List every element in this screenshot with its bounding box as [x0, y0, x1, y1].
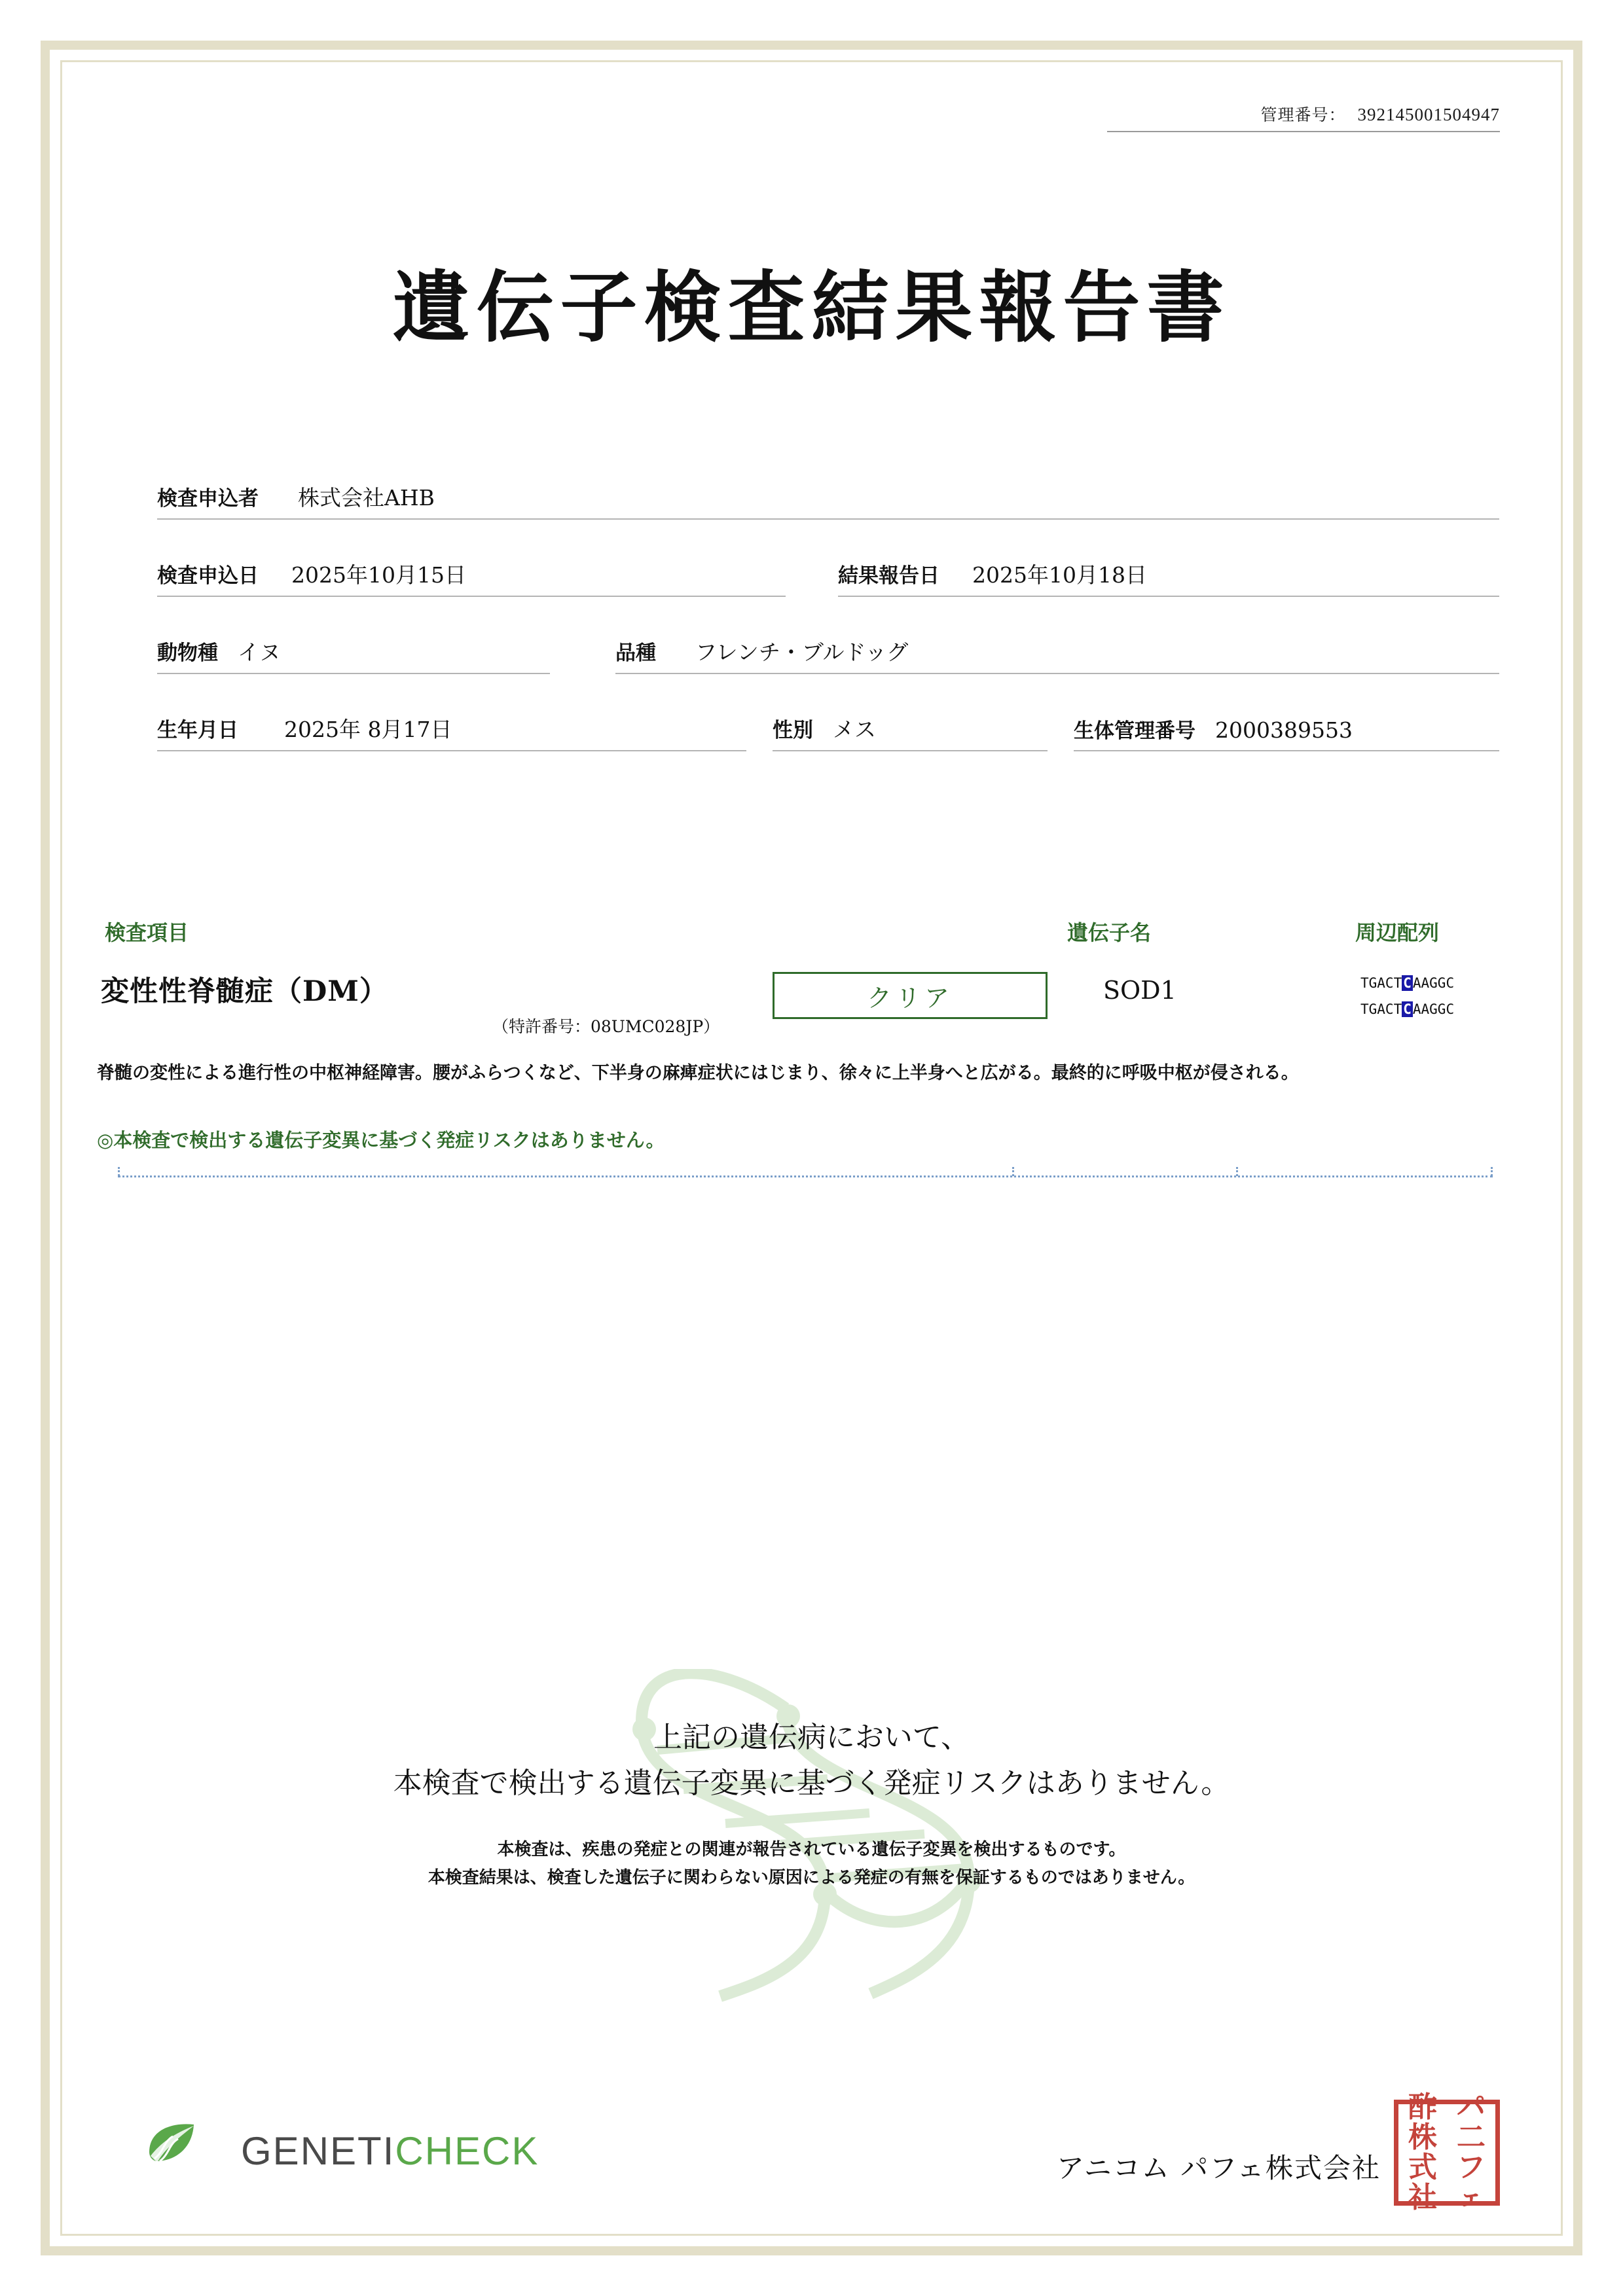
- sequence-prefix-2: TGACT: [1360, 1001, 1402, 1017]
- report-date-value: 2025年10月18日: [972, 562, 1147, 588]
- seal-char-8: ェ: [1457, 2181, 1486, 2215]
- info-row-applicant: [157, 458, 1499, 535]
- breed-value: フレンチ・ブルドッグ: [695, 639, 909, 665]
- breed-label: 品種: [615, 641, 656, 665]
- disease-name: 変性性脊髄症（DM）: [101, 975, 388, 1008]
- management-number-label: 管理番号：: [1260, 107, 1346, 124]
- sequence-prefix-1: TGACT: [1360, 975, 1402, 991]
- risk-note: ◎本検査で検出する遺伝子変異に基づく発症リスクはありません。: [97, 1129, 665, 1151]
- column-header-gene: 遺伝子名: [1067, 920, 1152, 945]
- flanking-sequence: [1360, 971, 1524, 1023]
- company-seal: [1394, 2090, 1500, 2215]
- status-badge: [773, 972, 1048, 1019]
- applicant-value: 株式会社AHB: [298, 485, 435, 511]
- field-report-date: [838, 558, 1499, 597]
- info-row-species: [157, 613, 1499, 690]
- document-content: [92, 79, 1531, 2217]
- field-breed: [615, 636, 1499, 674]
- field-apply-date: [157, 558, 786, 597]
- seal-char-7: 社: [1408, 2181, 1437, 2215]
- sequence-variant-2: C: [1403, 1001, 1412, 1017]
- field-sex: [773, 713, 1048, 751]
- sequence-variant-1: C: [1403, 975, 1412, 991]
- info-row-dates: [157, 535, 1499, 613]
- species-value: イヌ: [238, 639, 281, 665]
- field-applicant: [157, 481, 1499, 520]
- field-birthdate: [157, 713, 746, 751]
- animal-id-value: 2000389553: [1215, 717, 1353, 743]
- summary-line-1: 上記の遺伝病において、: [653, 1721, 970, 1754]
- row-divider-tick-right: [1236, 1167, 1238, 1176]
- company-name: アニコム パフェ株式会社: [1056, 2152, 1381, 2184]
- column-header-test-item: 検査項目: [105, 920, 189, 945]
- seal-char-3: 株: [1408, 2120, 1437, 2154]
- applicant-info-block: [157, 458, 1499, 767]
- sequence-suffix-2: AAGGC: [1412, 1001, 1455, 1017]
- report-date-label: 結果報告日: [838, 564, 939, 588]
- info-row-birth: [157, 690, 1499, 767]
- disease-description: 脊髄の変性による進行性の中枢神経障害。腰がふらつくなど、下半身の麻痺症状にはじまり、徐々に上半身へと広がる。最終的に呼吸中枢が侵される。: [97, 1063, 1299, 1083]
- birthdate-label: 生年月日: [157, 719, 238, 742]
- summary-block: [92, 1715, 1531, 1892]
- summary-note-line-2: 本検査結果は、検査した遺伝子に関わらない原因による発症の有無を保証するものではありません。: [428, 1867, 1195, 1888]
- seal-char-4: 二: [1457, 2120, 1486, 2154]
- sequence-line-1: [1360, 971, 1524, 997]
- sex-value: メス: [833, 717, 876, 742]
- summary-note-line-1: 本検査は、疾患の発症との関連が報告されている遺伝子変異を検出するものです。: [497, 1839, 1126, 1859]
- seal-char-5: 式: [1408, 2151, 1437, 2184]
- field-species: [157, 636, 550, 674]
- patent-number: （特許番号：08UMC028JP）: [492, 1017, 720, 1036]
- apply-date-label: 検査申込日: [157, 564, 259, 588]
- management-number: [1107, 102, 1500, 132]
- result-table-header: [92, 916, 1531, 956]
- logo-text-part2: CHECK: [395, 2128, 539, 2173]
- row-divider-tick-left: [118, 1167, 120, 1176]
- sex-label: 性別: [773, 719, 813, 742]
- applicant-label: 検査申込者: [157, 487, 259, 511]
- row-divider-tick-mid: [1012, 1167, 1014, 1176]
- table-row: [92, 965, 1531, 1044]
- summary-line-2: 本検査で検出する遺伝子変異に基づく発症リスクはありません。: [393, 1767, 1230, 1801]
- page-title: 遺伝子検査結果報告書: [392, 262, 1231, 353]
- logo-text-part1: GENETI: [241, 2128, 395, 2173]
- species-label: 動物種: [157, 641, 218, 665]
- gene-name: SOD1: [1103, 976, 1176, 1005]
- field-animal-id: [1074, 714, 1499, 751]
- status-badge-label: クリア: [866, 983, 953, 1013]
- birthdate-value: 2025年 8月17日: [284, 717, 452, 742]
- apply-date-value: 2025年10月15日: [291, 562, 466, 588]
- animal-id-label: 生体管理番号: [1074, 719, 1195, 743]
- sequence-line-2: [1360, 997, 1524, 1023]
- logo-wordmark: [241, 2128, 539, 2174]
- leaf-dna-icon: [144, 2119, 227, 2182]
- seal-char-6: フ: [1457, 2151, 1486, 2184]
- geneticheck-logo: [144, 2119, 539, 2182]
- column-header-sequence: 周辺配列: [1355, 920, 1440, 945]
- seal-char-1: 酢: [1408, 2090, 1437, 2124]
- sequence-suffix-1: AAGGC: [1412, 975, 1455, 991]
- summary-note: [92, 1836, 1531, 1892]
- management-number-value: 392145001504947: [1357, 105, 1500, 124]
- seal-char-2: パ: [1457, 2090, 1486, 2124]
- row-divider-tick-end: [1491, 1167, 1493, 1176]
- row-divider: [118, 1175, 1493, 1177]
